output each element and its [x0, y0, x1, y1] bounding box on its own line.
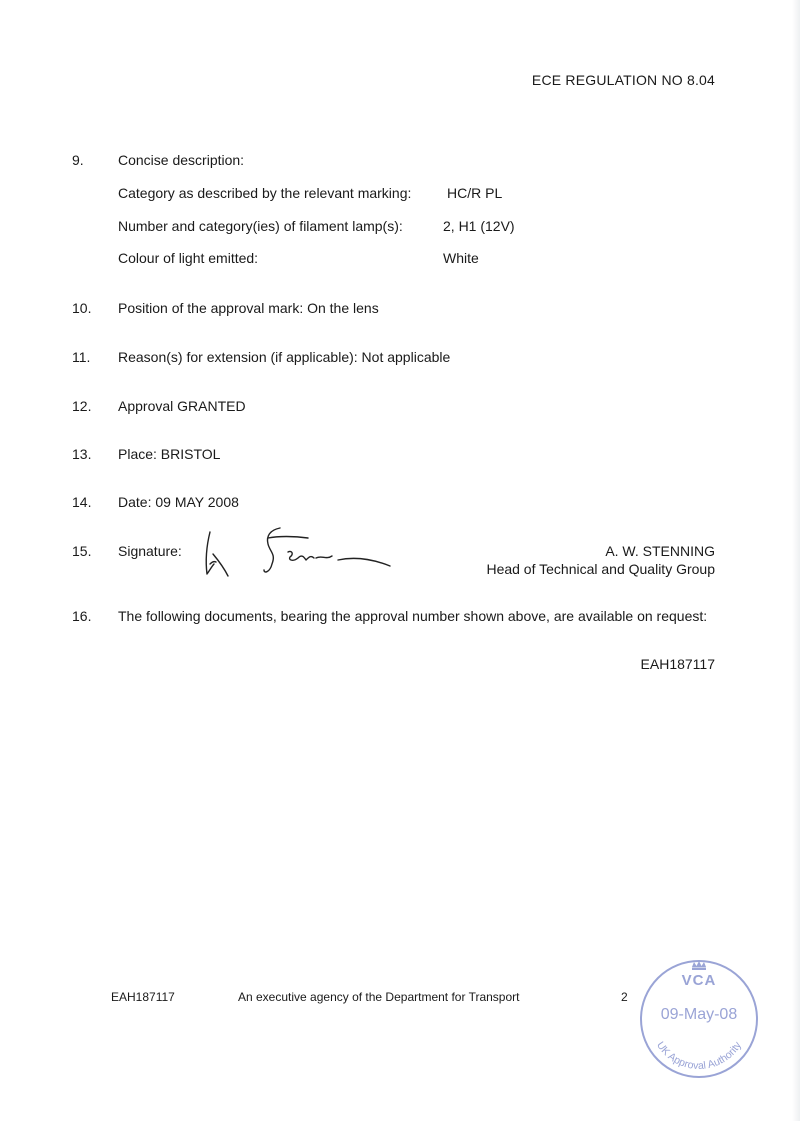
- filament-lamp-label: Number and category(ies) of filament lamp(s):: [118, 218, 403, 234]
- item-13-text: Place: BRISTOL: [118, 446, 221, 462]
- item-10-number: 10.: [72, 300, 92, 316]
- item-14-number: 14.: [72, 494, 92, 510]
- item-9-label: Concise description:: [118, 152, 245, 168]
- category-marking-label: Category as described by the relevant marking:: [118, 185, 412, 201]
- footer-page-number: 2: [621, 990, 628, 1004]
- item-12-number: 12.: [72, 398, 92, 414]
- stamp-date: 09-May-08: [660, 1006, 738, 1023]
- item-16-text: The following documents, bearing the approval number shown above, are available on request:: [118, 608, 708, 624]
- crown-icon: [692, 961, 706, 970]
- item-10-text: Position of the approval mark: On the lens: [118, 300, 379, 316]
- light-colour-value: White: [443, 250, 479, 266]
- item-16-number: 16.: [72, 608, 92, 624]
- regulation-header: ECE REGULATION NO 8.04: [531, 72, 715, 88]
- footer-reference: EAH187117: [111, 990, 175, 1004]
- signature-label: Signature:: [118, 543, 182, 559]
- signatory-title: Head of Technical and Quality Group: [486, 561, 715, 577]
- category-marking-value: HC/R PL: [447, 185, 503, 201]
- light-colour-label: Colour of light emitted:: [118, 250, 259, 266]
- approval-stamp: [638, 958, 760, 1080]
- stamp-arc-text: UK Approval Authority: [654, 1039, 744, 1073]
- item-12-text: Approval GRANTED: [118, 398, 246, 414]
- stamp-logo-text: VCA: [681, 972, 717, 989]
- footer-agency: An executive agency of the Department for Transport: [238, 990, 520, 1004]
- filament-lamp-value: 2, H1 (12V): [443, 218, 515, 234]
- item-14-text: Date: 09 MAY 2008: [118, 494, 239, 510]
- signatory-name: A. W. STENNING: [605, 543, 715, 559]
- item-11-number: 11.: [72, 349, 91, 365]
- item-11-text: Reason(s) for extension (if applicable): Not applicable: [118, 349, 451, 365]
- handwritten-signature: [198, 524, 398, 584]
- document-reference: EAH187117: [640, 656, 715, 672]
- scan-edge: [792, 0, 800, 1121]
- item-15-number: 15.: [72, 543, 92, 559]
- item-9-number: 9.: [72, 152, 84, 168]
- item-13-number: 13.: [72, 446, 92, 462]
